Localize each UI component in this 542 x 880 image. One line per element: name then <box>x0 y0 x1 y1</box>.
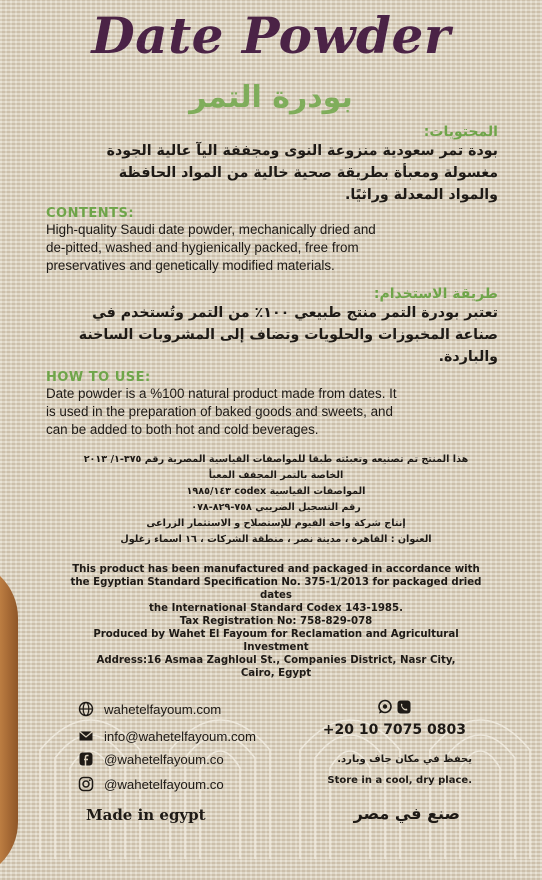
usage-heading-en: HOW TO USE: <box>46 370 151 385</box>
email-row[interactable] <box>78 728 256 744</box>
phone-icon <box>396 699 412 715</box>
contents-text-ar <box>46 140 498 206</box>
contents-heading-ar: المحتويات: <box>423 124 498 140</box>
usage-heading-ar: طريقة الاستخدام: <box>373 286 498 302</box>
product-title-ar: بودرة التمر <box>189 80 353 115</box>
instagram-link[interactable]: @wahetelfayoum.co <box>104 776 224 792</box>
instagram-row[interactable] <box>78 776 224 792</box>
standards-line-ar: رقم التسجيل الضريبي ٧٥٨-٨٢٩-٠٧٨ <box>191 502 361 513</box>
contents-section-en <box>46 206 498 275</box>
contents-section-ar <box>46 124 498 206</box>
standards-line-ar: إنتاج شركة واحة الفيوم للإستصلاح و الاستثمار الزراعى <box>146 518 406 529</box>
usage-section-en <box>46 370 498 439</box>
standards-block-ar <box>52 452 500 548</box>
instagram-icon <box>78 776 94 792</box>
contents-line-en: High-quality Saudi date powder, mechanically dried and <box>46 222 376 237</box>
website-row[interactable] <box>78 701 221 717</box>
mail-icon <box>78 728 94 744</box>
standards-line-ar: هذا المنتج تم تصنيعه وتعبئته طبقا للمواصفات القياسية المصرية رقم ٣٧٥-١/ ٢٠١٣ <box>83 454 469 465</box>
origin-text-en: Made in egypt <box>86 806 206 824</box>
facebook-icon <box>78 751 94 767</box>
contents-line-ar: مغسولة ومعبأة بطريقة صحية خالية من المواد الحافظة <box>118 165 498 181</box>
usage-line-en: is used in the preparation of baked goods and sweets, and <box>46 404 393 419</box>
contents-line-en: de-pitted, washed and hygienically packed, free from <box>46 240 359 255</box>
contents-line-ar: والمواد المعدلة وراثيًا. <box>345 187 498 203</box>
usage-line-ar: تعتبر بودرة التمر منتج طبيعي ١٠٠٪ من التمر وتُستخدم في <box>92 305 498 321</box>
facebook-link[interactable]: @wahetelfayoum.co <box>104 751 224 767</box>
standards-line-ar: الخاصة بالتمر المجفف المعبأ <box>208 470 344 481</box>
usage-line-en: can be added to both hot and cold beverages. <box>46 422 319 437</box>
origin-text-ar: صنع في مصر <box>353 804 460 823</box>
standards-line-en: Tax Registration No: 758-829-078 <box>179 616 373 627</box>
usage-text-en <box>46 385 498 439</box>
standards-line-en: dates <box>259 590 292 601</box>
facebook-row[interactable] <box>78 751 224 767</box>
standards-line-en: Investment <box>243 642 309 653</box>
standards-line-ar: المواصفات القياسية codex ١٩٨٥/١٤٣ <box>186 486 366 497</box>
usage-text-ar <box>46 302 498 368</box>
contents-heading-en: CONTENTS: <box>46 206 135 221</box>
standards-line-en: Address:16 Asmaa Zaghloul St., Companies District, Nasr City, <box>96 655 456 666</box>
contact-icons <box>377 699 412 715</box>
usage-line-ar: صناعة المخبوزات والحلويات وتضاف إلى المشروبات الساخنة <box>78 327 498 343</box>
standards-line-en: the Egyptian Standard Specification No. 375-1/2013 for packaged dried <box>70 577 482 588</box>
contents-text-en <box>46 221 498 275</box>
standards-line-en: the International Standard Codex 143-1985. <box>149 603 403 614</box>
product-title-en: Date Powder <box>91 6 451 65</box>
usage-line-ar: والباردة. <box>438 349 498 365</box>
website-link[interactable]: wahetelfayoum.com <box>104 701 222 717</box>
standards-line-en: Cairo, Egypt <box>240 668 312 679</box>
standards-line-en: Produced by Wahet El Fayoum for Reclamation and Agricultural <box>93 629 459 640</box>
storage-text-en: Store in a cool, dry place. <box>327 775 472 786</box>
standards-line-en: This product has been manufactured and packaged in accordance with <box>72 564 480 575</box>
storage-text-ar: يحفظ في مكان جاف وبارد. <box>337 754 472 765</box>
usage-line-en: Date powder is a %100 natural product made from dates. It <box>46 386 397 401</box>
phone-number[interactable]: +20 10 7075 0803 <box>322 722 466 738</box>
usage-section-ar <box>46 286 498 368</box>
whatsapp-icon <box>377 699 393 715</box>
standards-line-ar: العنوان : القاهرة ، مدينة نصر ، منطقة الشركات ، ١٦ اسماء زغلول <box>120 534 432 545</box>
standards-block-en <box>52 563 500 680</box>
contents-line-en: preservatives and genetically modified materials. <box>46 258 335 273</box>
email-link[interactable]: info@wahetelfayoum.com <box>104 728 256 744</box>
globe-icon <box>78 701 94 717</box>
contents-line-ar: بودة تمر سعودية منزوعة النوى ومجففة اليآ عالية الجودة <box>106 143 498 159</box>
